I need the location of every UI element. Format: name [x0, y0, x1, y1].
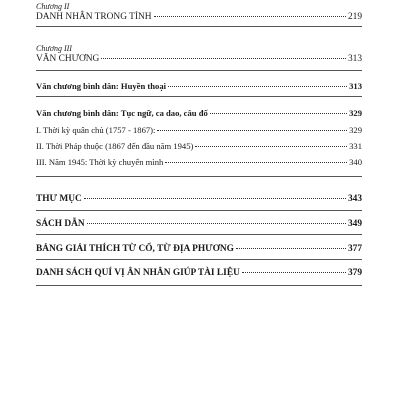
toc-entry-bang-giai-thich — [36, 244, 362, 255]
toc-entry-danh-nhan — [36, 2, 362, 23]
entry-page: 331 — [349, 141, 362, 151]
dot-leader — [87, 223, 346, 224]
entry-title: DANH NHÂN TRONG TỈNH — [36, 12, 152, 22]
dot-leader — [236, 248, 346, 249]
entry-title: SÁCH DẪN — [36, 219, 85, 229]
toc-entry-quan-chu — [36, 125, 362, 136]
dot-leader — [210, 113, 347, 114]
toc-entry-phap-thuoc — [36, 141, 362, 152]
section-divider — [36, 96, 362, 97]
entry-page: 219 — [347, 12, 362, 22]
dot-leader — [154, 16, 346, 17]
toc-entry-sach-dan — [36, 219, 362, 230]
section-divider — [36, 26, 362, 27]
toc-entry-1945 — [36, 157, 362, 168]
entry-title: THƯ MỤC — [36, 194, 82, 204]
dot-leader — [101, 58, 346, 59]
dot-leader — [195, 146, 347, 147]
section-divider — [36, 70, 362, 71]
dot-leader — [242, 272, 346, 273]
entry-title: DANH SÁCH QUÍ VỊ ÂN NHÂN GIÚP TÀI LIỆU — [36, 268, 240, 278]
section-divider — [36, 259, 362, 260]
entry-page: 379 — [347, 268, 362, 278]
dot-leader — [168, 86, 347, 87]
dot-leader — [165, 162, 347, 163]
section-divider — [36, 234, 362, 235]
section-divider — [36, 176, 362, 177]
entry-page: 313 — [349, 81, 362, 91]
entry-page: 329 — [349, 108, 362, 118]
dot-leader — [157, 130, 347, 131]
chapter-label: Chương III — [36, 44, 72, 53]
entry-title: Văn chương bình dân: Tục ngữ, ca dao, câu đố — [36, 108, 208, 118]
entry-title: VĂN CHƯƠNG — [36, 54, 100, 64]
entry-page: 343 — [347, 194, 362, 204]
entry-title: BẢNG GIẢI THÍCH TỪ CỔ, TỪ ĐỊA PHƯƠNG — [36, 244, 234, 254]
entry-title: Văn chương bình dân: Huyền thoại — [36, 81, 167, 91]
entry-title: II. Thời Pháp thuộc (1867 đến đầu năm 1945) — [36, 141, 194, 151]
toc-entry-tuc-ngu — [36, 108, 362, 119]
toc-entry-thu-muc — [36, 194, 362, 205]
entry-page: 340 — [349, 157, 362, 167]
entry-page: 329 — [349, 125, 362, 135]
dot-leader — [84, 198, 346, 199]
entry-page: 377 — [347, 244, 362, 254]
toc-entry-huyen-thoai — [36, 81, 362, 92]
entry-page: 349 — [347, 219, 362, 229]
entry-title: III. Năm 1945: Thời kỳ chuyển mình — [36, 157, 164, 167]
section-divider — [36, 210, 362, 211]
entry-page: 313 — [347, 54, 362, 64]
toc-entry-van-chuong — [36, 44, 362, 65]
entry-title: I. Thời kỳ quân chủ (1757 - 1867): — [36, 125, 156, 135]
section-divider — [36, 285, 362, 286]
chapter-label: Chương II — [36, 2, 70, 11]
toc-entry-danh-sach — [36, 268, 362, 279]
